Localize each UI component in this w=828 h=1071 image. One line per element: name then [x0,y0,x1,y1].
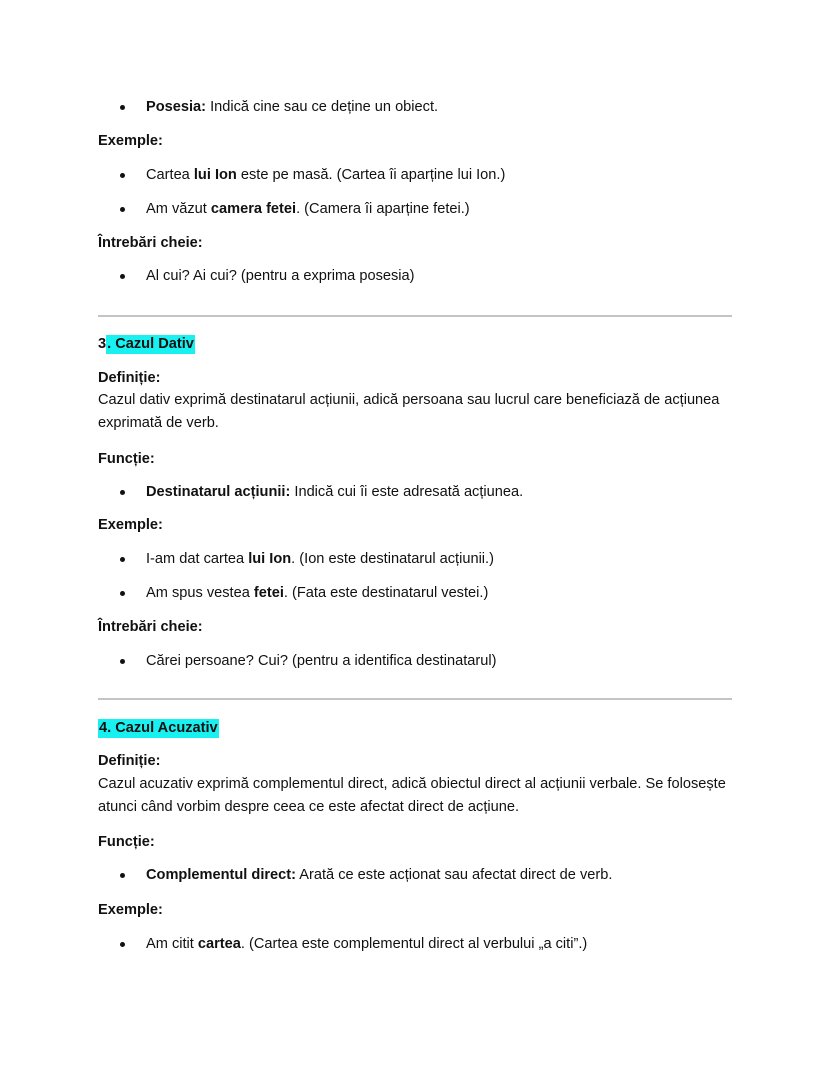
posesia-label: Posesia: [146,99,207,115]
definitie-heading-3: Definiție: [98,370,161,386]
example-text: I-am dat cartea [146,551,249,567]
section-number: 3 [98,336,107,352]
horizontal-divider [98,698,732,700]
bullet-icon [120,942,125,947]
example-bold: lui Ion [248,551,292,567]
section-title-highlight: . Cazul Dativ [107,336,194,352]
example-text: Cartea [146,167,194,183]
section-title-acuzativ [98,718,219,738]
bullet-icon [120,173,125,178]
functie-heading-4: Funcție: [98,834,155,850]
functie-text: Indică cui îi este adresată acțiunea. [290,484,524,500]
exemple-heading-4: Exemple: [98,902,163,918]
horizontal-divider [98,315,732,317]
intrebari-heading-2: Întrebări cheie: [98,235,203,251]
posesia-text: Indică cine sau ce deține un obiect. [206,99,439,115]
intrebari-heading-3: Întrebări cheie: [98,619,203,635]
example-text: este pe masă. (Cartea îi aparține lui Ion.) [236,167,506,183]
functie-heading-3: Funcție: [98,451,155,467]
bullet-icon [120,207,125,212]
section-title-highlight: 4. Cazul Acuzativ [99,720,218,736]
example-text: . (Camera îi aparține fetei.) [296,201,470,217]
bullet-icon [120,591,125,596]
definitie-text-3: Cazul dativ exprimă destinatarul acțiunii, adică persoana sau lucrul care beneficiază de acțiunea exprimată de verb. [98,392,720,431]
example-bold: cartea [197,936,241,952]
definitie-heading-4: Definiție: [98,753,161,769]
example-bold: camera fetei [210,201,297,217]
example-text: . (Fata este destinatarul vestei.) [283,585,489,601]
exemple-heading-2: Exemple: [98,133,163,149]
bullet-icon [120,105,125,110]
intrebare-text: Cărei persoane? Cui? (pentru a identifica destinatarul) [146,653,497,669]
bullet-icon [120,557,125,562]
example-bold: fetei [253,585,284,601]
functie-label: Complementul direct: [146,867,297,883]
bullet-icon [120,490,125,495]
intrebare-text: Al cui? Ai cui? (pentru a exprima posesia) [146,268,415,284]
example-text: Am spus vestea [146,585,254,601]
functie-label: Destinatarul acțiunii: [146,484,291,500]
bullet-icon [120,873,125,878]
bullet-icon [120,659,125,664]
example-text: Am citit [146,936,198,952]
section-title-dativ [98,334,195,354]
definitie-text-4: Cazul acuzativ exprimă complementul direct, adică obiectul direct al acțiunii verbale. Se folosește atunci când vorbim despre ceea ce este afectat direct de acțiune. [98,776,726,815]
example-bold: lui Ion [193,167,237,183]
exemple-heading-3: Exemple: [98,517,163,533]
functie-text: Arată ce este acționat sau afectat direct de verb. [296,867,613,883]
example-text: Am văzut [146,201,211,217]
example-text: . (Ion este destinatarul acțiunii.) [291,551,494,567]
example-text: . (Cartea este complementul direct al verbului „a citi”.) [240,936,588,952]
bullet-icon [120,274,125,279]
